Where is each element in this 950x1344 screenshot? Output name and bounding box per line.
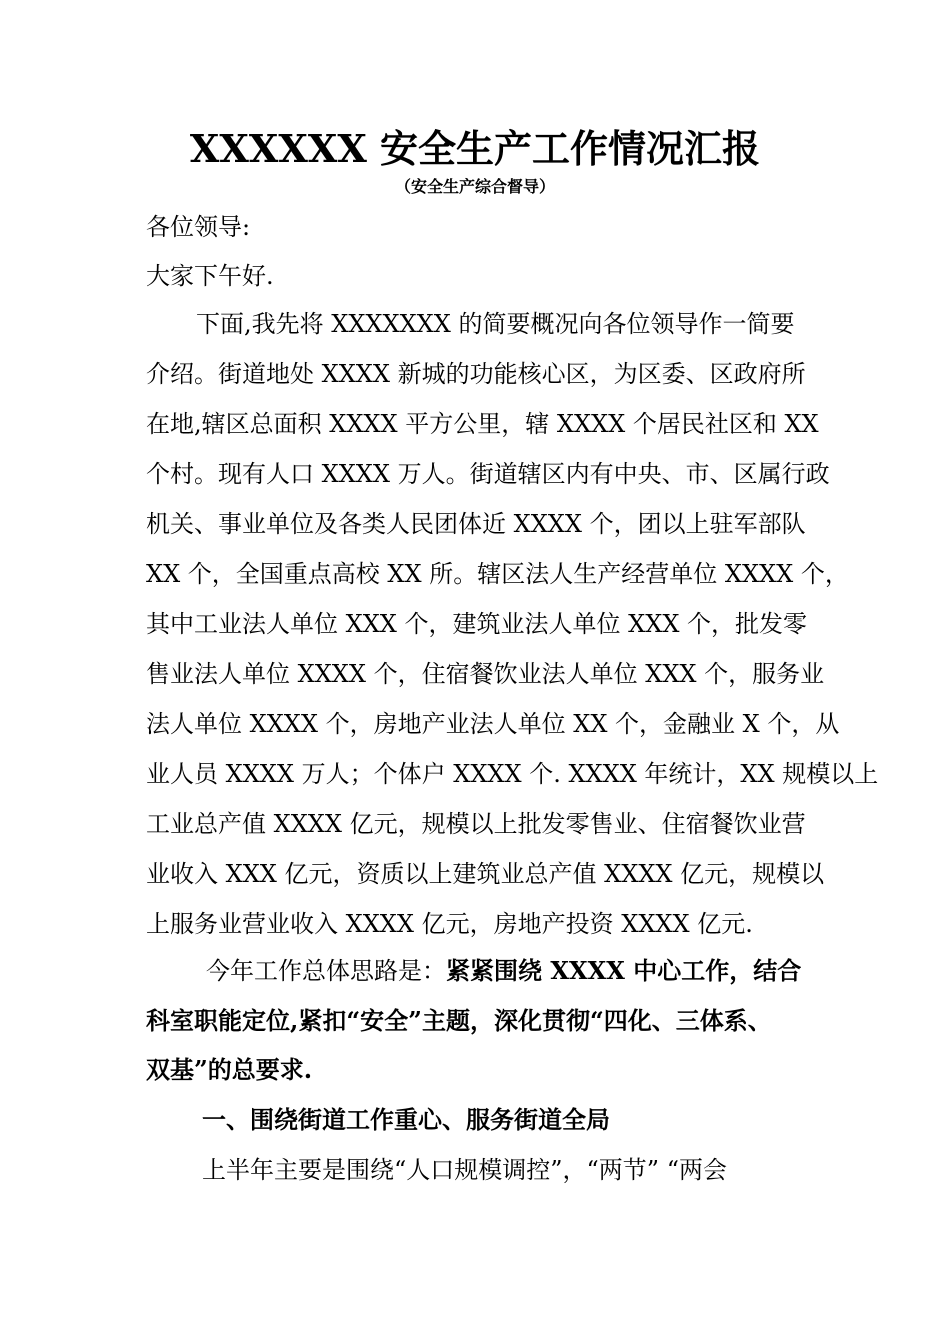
paragraph-2-intro: 今年工作总体思路是： — [206, 957, 446, 985]
paragraph-1-line: 下面,我先将 XXXXXXX 的简要概况向各位领导作一简要 — [196, 310, 795, 338]
section-1-text: 上半年主要是围绕“人口规模调控”，“两节” “两会 — [202, 1156, 727, 1184]
paragraph-2-first-line — [206, 951, 801, 991]
paragraph-1-line: 业收入 XXX 亿元，资质以上建筑业总产值 XXXX 亿元，规模以 — [146, 860, 825, 888]
paragraph-1-line: 其中工业法人单位 XXX 个，建筑业法人单位 XXX 个，批发零 — [146, 610, 808, 638]
paragraph-1-line: 机关、事业单位及各类人民团体近 XXXX 个，团以上驻军部队 — [146, 510, 806, 538]
paragraph-2-emphasis: 紧紧围绕 XXXX 中心工作，结合 — [446, 956, 802, 985]
paragraph-1-line: 上服务业营业收入 XXXX 亿元，房地产投资 XXXX 亿元. — [146, 910, 753, 938]
document-title: XXXXXX 安全生产工作情况汇报 — [189, 126, 761, 171]
paragraph-1-line: 业人员 XXXX 万人；个体户 XXXX 个. XXXX 年统计，XX 规模以上 — [146, 760, 879, 788]
greeting-afternoon: 大家下午好. — [146, 262, 274, 290]
paragraph-1-line: 在地,辖区总面积 XXXX 平方公里，辖 XXXX 个居民社区和 XX — [146, 410, 819, 438]
greeting-leaders: 各位领导: — [146, 213, 251, 241]
paragraph-1-line: XX 个，全国重点高校 XX 所。辖区法人生产经营单位 XXXX 个， — [146, 560, 849, 588]
paragraph-2-line: 科室职能定位,紧扣“安全”主题，深化贯彻“四化、三体系、 — [146, 1006, 772, 1035]
document-subtitle: （安全生产综合督导） — [394, 177, 555, 196]
paragraph-1-line: 售业法人单位 XXXX 个，住宿餐饮业法人单位 XXX 个，服务业 — [146, 660, 825, 688]
section-1-heading: 一、围绕街道工作重心、服务街道全局 — [202, 1105, 610, 1134]
paragraph-2-line: 双基”的总要求. — [146, 1055, 313, 1084]
paragraph-1-line: 个村。现有人口 XXXX 万人。街道辖区内有中央、市、区属行政 — [146, 460, 830, 488]
paragraph-1-line: 法人单位 XXXX 个，房地产业法人单位 XX 个，金融业 X 个，从 — [146, 710, 840, 738]
paragraph-1-line: 介绍。街道地处 XXXX 新城的功能核心区，为区委、区政府所 — [146, 360, 806, 388]
paragraph-1-line: 工业总产值 XXXX 亿元，规模以上批发零售业、住宿餐饮业营 — [146, 810, 806, 838]
